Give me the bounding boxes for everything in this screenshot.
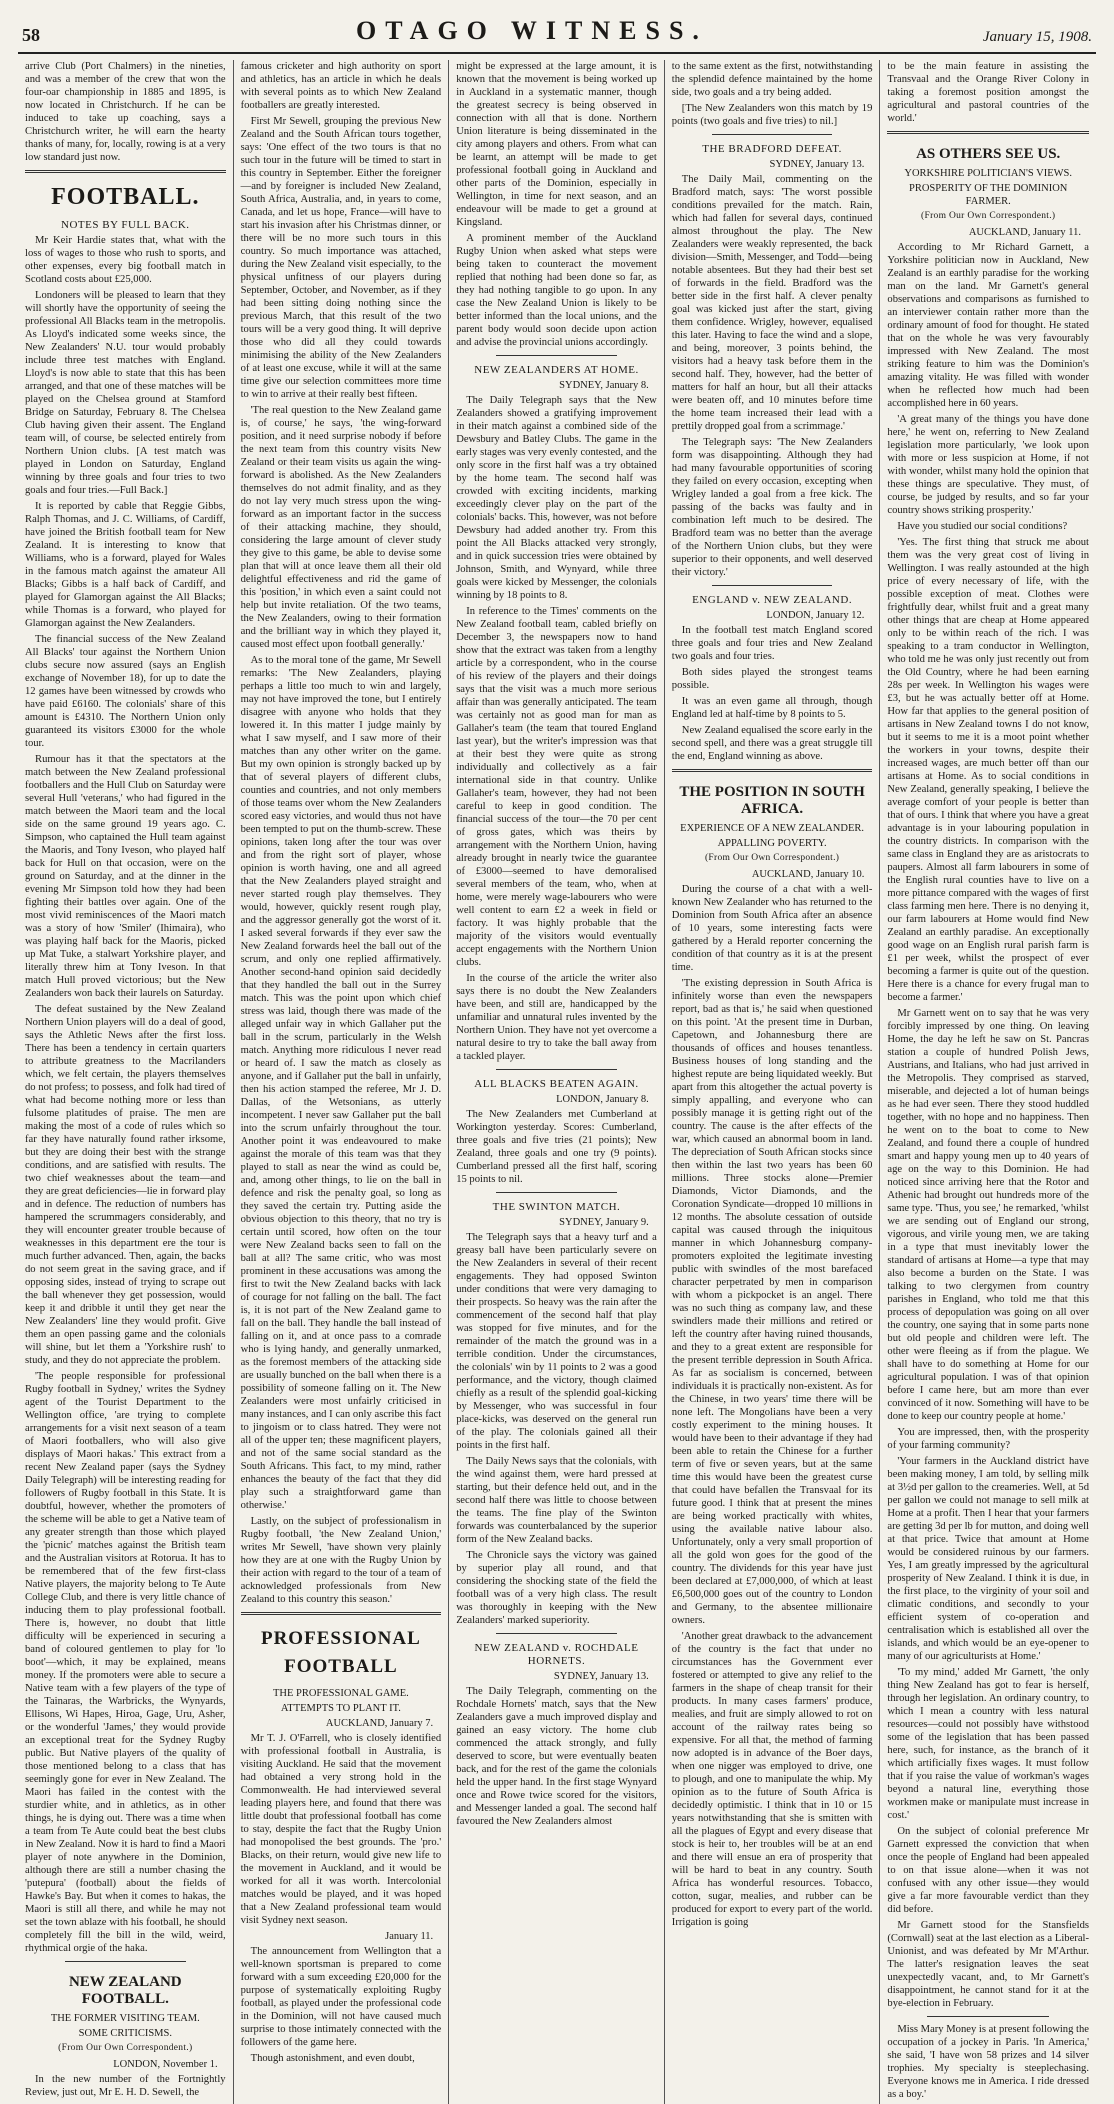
paragraph: According to Mr Richard Garnett, a Yorkshire politician now in Auckland, New Zealand is an earthly paradise for the working man on the land. Mr Garnett's general observations and comparisons as furnished to an interviewer contain rather more than the ordinary amount of food for thought. He stated that on the whole he was very favourably impressed with New Zealand. The most striking feature to him was the Dominion's amazing vitality. He was filled with wonder when he reflected how much had been accomplished here in 60 years. bbox=[887, 242, 1089, 409]
dateline: LONDON, January 12. bbox=[766, 610, 865, 621]
paragraph: The Chronicle says the victory was gained by superior play all round, and that considering the shocking state of the field the football was of a very high class. The result was thoroughly in keeping with the New Zealanders' marked superiority. bbox=[456, 1550, 657, 1626]
paragraph: 'The people responsible for professional Rugby football in Sydney,' writes the Sydney agent of the Tourist Department to the Wellington office, 'are trying to complete arrangements for a visit next season of a team of Maori footballers, who will also give displays of Maori hakas.' This extract from a recent New Zealand paper (says the Sydney Daily Telegraph) will be interesting reading for followers of Rugby football in this State. It is doubtful, however, whether the promoters of the scheme will be able to get a Native team of any greater strength than those which played the 'picnic' matches against the British team and the Australian visitors at Rotorua. It has to be remembered that of the few first-class Native players, the majority belong to Te Aute College Club, and there is very little chance of inducing them to play professional football. There is, however, no doubt that little difficulty will be experienced in securing a band of coloured gentlemen to play for 'lo boot'—which, it may be explained, means money. If the promoters were able to secure a Native team with a few players of the type of the Tainaras, the Warbricks, the Wynyards, Ellisons, Wi Hapes, Hiroa, Gage, Uru, Asher, or the wonderful 'James,' they would provide an exceptional treat for the Sydney Rugby public. But Native players of the quality of those mentioned belong to a class that has seemingly gone for ever in New Zealand. The Maori has failed in the contest with the sturdier white, and in athletics, as in other things, he is dying out. There was a time when a team from Te Aute could beat the best clubs in New Zealand. Now it is hard to find a Maori player of note anywhere in the Dominion, although there are still a number chasing the 'putepura' (football) about the fields of Hawke's Bay. But when it comes to hakas, the Maori is still all there, and while he may not set the town ablaze with his football, he should completely fill the bill in the wild, weird, rhythmical orgie of the haka. bbox=[25, 1371, 226, 1954]
paragraph: 'The existing depression in South Africa is infinitely worse than even the newspapers report, bad as that is,' he said when questioned on this point. 'At the present time in Durban, Capetown, and Johannesburg there are thousands of offices and houses tenantless. Business houses of long standing and the highest repute are being liquidated weekly. But apart from this altogether the actual poverty is simply appalling, and everyone who can possibly manage it is getting right out of the country. The cause is the after effects of the war, which caused an abnormal boom in land. The depreciation of South African stocks since then within the last two years has been 60 millions. Three stocks alone—Premier Diamonds, Victor Diamonds, and the Coronation Syndicate—dropped 10 millions in 12 months. The absolute cessation of outside capital was caused through the iniquitous manner in which Johannesburg company-promoters exploited the legitimate investing public with swindles of the most barefaced character perpetrated by men in comparison with whom a pickpocket is an angel. There was no such thing as company law, and these swindlers made their millions and retired or left the country after having ruined thousands, and they to a great extent are responsible for the present terrible depression in South Africa. As far as socialism is concerned, between individuals it is practically non-existent. As for the Chinese, in two years' time there will be none left. The Mongolians have been a very costly experiment to the mining houses. It would have been to their advantage if they had been able to retain the Chinese for a further term of five or seven years, but at the same time this would have been the greatest curse that could have befallen the Transvaal for its future good. I think that at present the mines are being worked practically with whites, using the available native labour also. Unfortunately, only a very small proportion of all the gold won goes for the good of the country. The dividends for this year have just been declared at £7,000,000, of which at least £6,500,000 goes out of the country to London and Germany, to the absentee millionaire owners. bbox=[671, 978, 873, 1626]
paragraph: The Daily Mail, commenting on the Bradford match, says: 'The worst possible conditions prevailed for the match. Rain, which had fallen for several days, continued almost throughout the play. The New Zealanders were weakly represented, the back division—Smith, Messenger, and Todd—being notable absentees. But they had their best set of forwards in the field. Bradford was the better side in the first half. A clever penalty goal was kicked just after the start, giving them confidence. Wrigley, however, equalised this later. Having to face the wind and a slope, and being, moreover, 3 points behind, the visitors had a heavy task before them in the second half. They, however, had the better of matters for half an hour, but all their attacks were beaten off, and 10 minutes before time the home team increased their lead with a prettily dropped goal from a scrimmage.' bbox=[671, 174, 873, 432]
paragraph: Both sides played the strongest teams possible. bbox=[671, 667, 873, 691]
article-subtitle: PROSPERITY OF THE DOMINION FARMER. bbox=[909, 183, 1068, 207]
divider bbox=[672, 769, 873, 772]
article-source: (From Our Own Correspondent.) bbox=[704, 853, 840, 863]
article-title: THE SWINTON MATCH. bbox=[492, 1201, 621, 1213]
paragraph: famous cricketer and high authority on sport and athletics, has an article in which he deals with several points as to which New Zealand footballers are greatly interested. bbox=[240, 61, 442, 111]
paragraph: 'To my mind,' added Mr Garnett, 'the only thing New Zealand has got to fear is herself, through her legislation. An ordinary country, to which I mean a country with less natural resources—could not possibly have withstood some of the legislation that has been passed here, such, for instance, as the branch of it which artificially fixes wages. It must follow that if you raise the value of workman's wages beyond a natural line, everything those workmen make or manipulate must increase in cost.' bbox=[887, 1667, 1089, 1821]
article-title: NEW ZEALANDERS AT HOME. bbox=[474, 364, 639, 376]
issue-date: January 15, 1908. bbox=[982, 29, 1092, 45]
newspaper-title: OTAGO WITNESS. bbox=[356, 16, 708, 45]
divider bbox=[496, 1192, 617, 1193]
paragraph: Rumour has it that the spectators at the match between the New Zealand professional footballers and the Hull Club on Saturday were several Hull 'veterans,' who had figured in the match between the Maori team and the local side on the same ground 19 years ago. C. Simpson, who captained the Hull team against the Maoris, and Tony Iveson, who played half back for Hull on that occasion, were on the ground on Saturday, and at the dinner in the evening Mr Simpson told how they had been fighting their battles over again. One of the most vivid reminiscences of the Maori match was a story of how 'Smiler' (Ihimaira), who was playing half back for the Maoris, picked up Mat Tuke, a stalwart Yorkshire player, and literally threw him at Tony Iveson. In that match Hull proved victorious; but the New Zealanders won back their laurels on Saturday. bbox=[25, 754, 226, 999]
paragraph: might be expressed at the large amount, it is known that the movement is being worked up in Auckland in a systematic manner, though the greatest secrecy is being observed in connection with all that is done. Northern Union literature is being disseminated in the city among players and others. From what can be learnt, an attempt will be made to get professional football going in Auckland and other parts of the Dominion, especially in Wellington, in time for next season, and an endeavour will be made to get a ground at Kingsland. bbox=[456, 61, 657, 228]
paragraph: 'Your farmers in the Auckland district have been making money, I am told, by selling milk at 3½d per gallon to the creameries. Well, at 5d per gallon we could not manage to sell milk at Home at a profit. Then I hear that your farmers are getting 3d per lb for mutton, and doing well at that price. Twice that amount at Home would be considered ruinous by our farmers. Yes, I am greatly impressed by the agricultural prosperity of New Zealand. I think it is due, in the first place, to the virginity of your soil and climatic conditions, and secondly to your efficient system of co-operation and centralisation which is established all over the islands, and which would be an eye-opener to many of our agriculturists at Home.' bbox=[887, 1456, 1089, 1662]
page-number: 58 bbox=[22, 25, 40, 45]
dateline: SYDNEY, January 9. bbox=[559, 1217, 649, 1228]
article-subtitle: THE PROFESSIONAL GAME. bbox=[272, 1688, 409, 1699]
divider bbox=[241, 1612, 442, 1615]
dateline: LONDON, November 1. bbox=[113, 2059, 218, 2070]
divider bbox=[25, 170, 226, 173]
paragraph: During the course of a chat with a well-known New Zealander who has returned to the Dominion from South Africa after an absence of 10 years, some interesting facts were gathered by a Herald reporter concerning the condition of that country as it is at the present time. bbox=[671, 884, 873, 973]
divider bbox=[712, 134, 833, 135]
paragraph: In the course of the article the writer also says there is no doubt the New Zealanders have been, and still are, handicapped by the unfamiliar and unnatural rules invented by the Northern Union. They have not yet overcome a natural desire to try to take the ball away from a tackled player. bbox=[456, 973, 657, 1062]
article-subtitle: YORKSHIRE POLITICIAN'S VIEWS. bbox=[904, 168, 1073, 179]
paragraph: Lastly, on the subject of professionalism in Rugby football, 'the New Zealand Union,' writes Mr Sewell, 'have shown very plainly how they are at one with the Rugby Union by their action with regard to the tour of a team of acknowledged professionals from New Zealand to this country this season.' bbox=[240, 1516, 442, 1605]
divider bbox=[65, 1961, 186, 1962]
paragraph: [The New Zealanders won this match by 19 points (two goals and five tries) to nil.] bbox=[671, 103, 873, 127]
paragraph: The Telegraph says that a heavy turf and a greasy ball have been particularly severe on the New Zealanders in several of their recent engagements. They had opposed Swinton under conditions that were very damaging to their prospects. So heavy was the rain after the commencement of the second half that play was stopped for five minutes, and for the remainder of the match the ground was in a terrible condition. Under the circumstances, the colonials' win by 11 points to 2 was a good performance, and the victory, though claimed chiefly as a result of the splendid goal-kicking by Messenger, who was successful in four place-kicks, was deserved on the general run of the play. The colonials gained all their points in the first half. bbox=[456, 1232, 657, 1451]
paragraph: It is reported by cable that Reggie Gibbs, Ralph Thomas, and J. C. Williams, of Cardiff, have joined the British football team for New Zealand. It is interesting to know that Williams, who is a forward, played for Wales in the famous match against the amateur All Blacks; Gibbs is a half back of Cardiff, and played for Glamorgan against the All Blacks; while Thomas is a forward, who played for Glamorgan against the New Zealanders. bbox=[25, 501, 226, 629]
paragraph: Mr T. J. O'Farrell, who is closely identified with professional football in Australia, is visiting Auckland. He said that the movement had obtained a very strong hold in the Commonwealth. He had interviewed several leading players here, and found that there was little doubt that professional football has come to stay, despite the fact that the Rugby Union had monopolised the best grounds. The 'pro.' Blacks, on their return, would give new life to the movement in Auckland, and it would be worked for all it was worth. Intercolonial matches would be played, and it was hoped that a New Zealand professional team would visit Sydney next season. bbox=[240, 1733, 442, 1926]
paragraph: 'The real question to the New Zealand game is, of course,' he says, 'the wing-forward position, and it need surprise nobody if before the next team from this country visits New Zealand or their team visits us again the wing-forward is abolished. As the New Zealanders themselves do not admit finality, and as they do not lay very much stress upon the wing-forward as an important factor in the success of their attacking machine, they should, considering the large amount of clever study they give to this game, be able to devise some plan that will at once leave them all their old delightful effectiveness and rid the game of this 'position,' in which even a saint could not help but invite retaliation. Of the two teams, the New Zealanders, owing to their formation and the brilliant way in which they played it, caused most effect upon football generally.' bbox=[240, 405, 442, 650]
dateline: January 11. bbox=[385, 1931, 434, 1942]
section-title-football: FOOTBALL. bbox=[51, 184, 200, 210]
paragraph: First Mr Sewell, grouping the previous New Zealand and the South African tours together, says: 'One effect of the two tours is that no such tour in the future will be timed to start in this country in September. Either the foreigner—and by foreigner is included New Zealand, South Africa, Australia, and, in years to come, Canada, and let us hope, France—will have to start his invasion after his Christmas dinner, or there will be no more such tours in this country. So much importance was attached, during the New Zealand visit especially, to the physical unfitness of our players during September, October, and November, as if they had been sitting doing nothing since the previous March, that this result of the two tours will be a very good thing. It will deprive those who did all they could towards minimising the ability of the New Zealanders of at least one excuse, while it will at the same time give our selection committees more time to win to arrive at their really best fifteen. bbox=[240, 116, 442, 400]
paragraph: The Daily Telegraph, commenting on the Rochdale Hornets' match, says that the New Zealanders gave a much improved display and gained an easy victory. The home club commenced the attack strongly, and fully deserved to score, but were eventually beaten back, and for the rest of the game the colonials held the upper hand. In the first stage Wynyard once and Rowe twice scored for the visitors, and Messenger landed a goal. The second half favoured the New Zealanders almost bbox=[456, 1686, 657, 1827]
paragraph: to be the main feature in assisting the Transvaal and the Orange River Colony in taking a foremost position amongst the agricultural and pastoral countries of the world.' bbox=[887, 61, 1089, 124]
paragraph: Though astonishment, and even doubt, bbox=[250, 2053, 415, 2064]
article-subtitle: EXPERIENCE OF A NEW ZEALANDER. bbox=[680, 823, 865, 834]
dateline: AUCKLAND, January 11. bbox=[968, 227, 1081, 238]
column-4 bbox=[665, 60, 881, 2104]
article-title: NOTES BY FULL BACK. bbox=[61, 219, 190, 231]
paragraph: arrive Club (Port Chalmers) in the nineties, and was a member of the crew that won the four-oar championship in 1885 and 1895, is now located in Christchurch. If he can be induced to take up coaching, says a Christchurch writer, he will earn the hearty thanks of many, for, locally, rowing is at a very low standard just now. bbox=[25, 61, 226, 163]
dateline: AUCKLAND, January 7. bbox=[325, 1718, 434, 1729]
paragraph: The financial success of the New Zealand All Blacks' tour against the Northern Union clubs secure now assured (says an English exchange of November 18), for up to date the 12 games have been witnessed by crowds who have paid £6160. The colonials' share of this amount is £4310. The Northern Union only guaranteed its visitors £3000 for the whole tour. bbox=[25, 634, 226, 749]
divider bbox=[496, 1069, 617, 1070]
paragraph: 'Another great drawback to the advancement of the country is the fact that under no circumstances has the Government ever fostered or attempted to give any relief to the farmers in the shape of cheap transit for their products. In many cases farmers' produce, mealies, and fruit are simply allowed to rot on account of the railway rates being so expensive. For all that, the method of farming now adopted is in advance of the Boer days, when one nigger was employed to drive, one to plough, and one to manipulate the whip. My opinion as to the future of South Africa is decidedly optimistic. I think that in 10 or 15 years notwithstanding that she is smitten with all the plagues of Egypt and every disease that stock is heir to, her troubles will be at an end and there will ensue an era of prosperity that will be hard to beat in any country. South Africa has wonderful resources. Tobacco, cotton, sugar, mealies, and rubber can be produced for export to every part of the world. Irrigation is going bbox=[671, 1631, 873, 1928]
columns bbox=[18, 60, 1096, 2100]
paragraph: 'Yes. The first thing that struck me about them was the very great cost of living in Wellington. I was really astounded at the high price of every necessary of life, with the possible exception of meat. Clothes were frightfully dear, whilst fruit and a great many other things that are cheap at Home appeared only to be within reach of the rich. I was speaking to a tram conductor in Wellington, who told me he was only just recently out from the Old Country, where he had been earning 28s per week. In Wellington his wages were £3, but he was actually better off at Home. How far that applies to the general position of artisans in New Zealand towns I do not know, but it seems to me it is a moot point whether the workers in your towns, despite their increased wages, are much better off than our artisans at Home. As to social conditions in New Zealand, generally speaking, I believe the average comfort of your people is better than that of ours. I think that where you have a great advantage is in your labouring population in the country districts. In comparison with the same class in England they are as aristocrats to paupers. Almost all farm labourers in some of the English rural counties have to live on a more pittance compared with the wages of first class farming men here. There is no denying it, our farm labourers at Home would find New Zealand an earthly paradise. An exceptionally good wage on an English rural parish farm is £1 per week, whilst the prospect of ever becoming a farmer is quite out of the question. Here there is a chance for every frugal man to become a farmer.' bbox=[887, 537, 1089, 1003]
paragraph: It was an even game all through, though England led at half-time by 8 points to 5. bbox=[671, 696, 873, 720]
divider bbox=[887, 131, 1089, 134]
article-source: (From Our Own Correspondent.) bbox=[921, 211, 1056, 221]
article-title: NEW ZEALAND v. ROCHDALE HORNETS. bbox=[474, 1642, 639, 1667]
paragraph: A prominent member of the Auckland Rugby Union when asked what steps were being taken to counteract the movement replied that nothing had been done so far, as they had nothing tangible to go upon. In any case the New Zealand Union is likely to be better informed than the local unions, and the parent body would soon decide upon action and advise the provincial unions accordingly. bbox=[456, 233, 657, 348]
dateline: SYDNEY, January 13. bbox=[553, 1671, 649, 1682]
column-5 bbox=[880, 60, 1096, 2104]
paragraph: The announcement from Wellington that a well-known sportsman is prepared to come forward with a sum exceeding £20,000 for the purpose of systematically exploiting Rugby football, as played under the professional code in the Dominion, will not have caused much surprise to those intimately connected with the followers of the game here. bbox=[240, 1946, 442, 2048]
paragraph: Miss Mary Money is at present following the occupation of a jockey in Paris. 'In America,' she said, 'I have won 58 prizes and 14 silver trophies. My specialty is steeplechasing. Everyone knows me in America. I ride dressed as a boy.' bbox=[887, 2024, 1089, 2100]
divider bbox=[496, 355, 617, 356]
column-3 bbox=[449, 60, 665, 2104]
paragraph: In the new number of the Fortnightly Review, just out, Mr E. H. D. Sewell, the bbox=[25, 2074, 226, 2098]
article-title: ALL BLACKS BEATEN AGAIN. bbox=[474, 1078, 639, 1090]
paragraph: to the same extent as the first, notwithstanding the splendid defence maintained by the home side, two goals and a try being added. bbox=[671, 61, 873, 98]
column-2 bbox=[234, 60, 450, 2104]
masthead bbox=[18, 0, 1096, 54]
dateline: SYDNEY, January 13. bbox=[769, 159, 865, 170]
dateline: LONDON, January 8. bbox=[556, 1094, 649, 1105]
article-subtitle: THE FORMER VISITING TEAM. bbox=[50, 2013, 200, 2024]
paragraph: The New Zealanders met Cumberland at Workington yesterday. Scores: Cumberland, three goals and five tries (21 points); New Zealand, three goals and one try (9 points). Cumberland pressed all the first half, scoring 15 points to nil. bbox=[456, 1109, 657, 1185]
section-title-as-others-see-us: AS OTHERS SEE US. bbox=[916, 146, 1061, 162]
paragraph: Mr Keir Hardie states that, what with the loss of wages to those who rush to sports, and other expenses, every big football match in Scotland costs about £25,000. bbox=[25, 235, 226, 285]
section-title-south-africa: THE POSITION IN SOUTH AFRICA. bbox=[679, 784, 865, 817]
article-subtitle: APPALLING POVERTY. bbox=[717, 838, 827, 849]
paragraph: Mr Garnett stood for the Stansfields (Cornwall) seat at the last election as a Liberal-Unionist, and was defeated by Mr M'Arthur. The latter's resignation leaves the seat unexpectedly vacant, and, to Mr Garnett's disappointment, he cannot stand for it at the bye-election in February. bbox=[887, 1920, 1089, 2009]
section-title-professional-football: PROFESSIONAL FOOTBALL bbox=[260, 1628, 421, 1677]
paragraph: On the subject of colonial preference Mr Garnett expressed the conviction that when once the people of England had been appealed to on that issue alone—when it was not confused with any other issue—they would give a far more favourable verdict than they did before. bbox=[887, 1826, 1089, 1915]
paragraph: New Zealand equalised the score early in the second spell, and there was a great struggle till the end, England winning as above. bbox=[671, 725, 873, 762]
paragraph: In the football test match England scored three goals and four tries and New Zealand two goals and four tries. bbox=[671, 625, 873, 662]
paragraph: Have you studied our social conditions? bbox=[897, 521, 1068, 532]
article-source: (From Our Own Correspondent.) bbox=[58, 2043, 193, 2053]
paragraph: As to the moral tone of the game, Mr Sewell remarks: 'The New Zealanders, playing perhaps a little too much to win and largely, may not have improved the tone, but I entirely disagree with anyone who holds that they lowered it. In this matter I judge mainly by what I saw myself, and I saw more of their matches than any other writer on the game. But my own opinion is strongly backed up by that of several players of different clubs, counties and countries, and not only members of those teams over whom the New Zealanders scored easy victories, and would thus not have been tempted to put on the thumb-screw. These opinions, taken long after the tour was over and from the right sort of player, whose opinion is worth having, one and all agreed that the New Zealanders played straight and never started rough play themselves. They would, however, quickly resent rough play, and the aggressor generally got the worst of it. I asked several forwards if they ever saw the New Zealand forwards heel the ball out of the scrum, and only one replied affirmatively. Another second-hand opinion said decidedly that they handled the ball out in the Surrey match. This was the point upon which chief stress was laid, though there was made of the alleged unfair way in which Gallaher put the ball in the scrum, particularly in the Welsh match. Anything more ridiculous I never read or heard of. I saw the match as closely as anyone, and if Gallaher put the ball in unfairly, then his action stamped the referee, Mr J. D. Dallas, of the Wetsonians, as utterly incompetent. I never saw Gallaher put the ball into the scrum unfairly throughout the tour. Another point it was endeavoured to make against the morale of this team was that they played to stall as near the wind as could be, and, among other things, to lie on the ball in defence and risk the penalty goal, so long as they saved the certain try. Putting aside the obvious objection to this theory, that no try is certain until scored, how often on the tour were New Zealand backs seen to fall on the ball at all? The same critic, who was most prominent in these accusations was among the first to twit the New Zealand backs with lack of courage for not falling on the ball. The fact is, it is not part of the New Zealand game to fall on the ball. They handle the ball instead of falling on it, and at once pass to a comrade who is lying handy, and generally unmarked, as the foremost members of the attacking side are usually bunched on the ball when there is a possibility of someone falling on it. The New Zealanders were most unfairly criticised in many instances, and I can only ascribe this fact to jingoism or to class hatred. They were not all of the upper ten; these magnificent players, and not of the same social standard as the South Africans. This fact, to my mind, rather enhances the beauty of the fact that they did play such a straightforward game than otherwise.' bbox=[240, 655, 442, 1511]
article-title: NEW ZEALAND FOOTBALL. bbox=[68, 1974, 182, 2007]
dateline: AUCKLAND, January 10. bbox=[751, 869, 865, 880]
paragraph: The defeat sustained by the New Zealand Northern Union players will do a deal of good, says the Athletic News after the first loss. There has been a tendency in certain quarters to attribute greatness to the Macrilanders which, we felt certain, the players themselves do not profess; to possess, and folk had tired of what had become nothing more or less than fulsome platitudes of praise. The men are making the most of a code of rules which so far they have naturally found rather irksome, but they are doing their best with the strange conditions, and are satisfied with results. The two chief weaknesses about the team—and they are great deficiencies—lie in forward play and in defence. The reduction of numbers has hampered the scrummagers considerably, and they will encounter greater trouble because of weaknesses in this department ere the tour is much further advanced. Then, again, the backs do not seem great in the saving grace, and if opposing sides, instead of trying to scrape out the ball whenever they get possession, would keep it and dribble it until they get near the New Zealanders' line they would profit. Give them an open passing game and the colonials will shine, but let them a 'Yorkshire rush' to study, and they do not appreciate the problem. bbox=[25, 1004, 226, 1366]
paragraph: The Daily News says that the colonials, with the wind against them, were hard pressed at starting, but their defence held out, and in the second half there was little to choose between the teams. The fine play of the Swinton forwards was counterbalanced by the superior form of the New Zealand backs. bbox=[456, 1456, 657, 1545]
dateline: SYDNEY, January 8. bbox=[559, 380, 649, 391]
article-subtitle: SOME CRITICISMS. bbox=[78, 2028, 172, 2039]
article-title: THE BRADFORD DEFEAT. bbox=[702, 143, 842, 155]
article-title: ENGLAND v. NEW ZEALAND. bbox=[692, 594, 853, 606]
paragraph: You are impressed, then, with the prosperity of your farming community? bbox=[887, 1427, 1089, 1451]
paragraph: The Daily Telegraph says that the New Zealanders showed a gratifying improvement in their match against a combined side of the Dewsbury and Batley Clubs. The game in the early stages was very evenly contested, and the only score in the first half was a try obtained by the home team. The second half was crowded with exciting incidents, marking exceedingly clever play on the part of the colonials' backs. This, however, was not before Dewsbury had added another try. From this point the All Blacks attacked very strongly, and in quick succession tries were obtained by Johnson, Smith, and Wynyard, while three goals were kicked by Messenger, the colonials winning by 18 points to 8. bbox=[456, 395, 657, 601]
paragraph: 'A great many of the things you have done here,' he went on, referring to New Zealand legislation more particularly, 'we look upon with more or less suspicion at Home, if not with wonder, whilst many hold the opinion that these things are speculative. They must, of course, be judged by results, and so far your country shows striking prosperity.' bbox=[887, 414, 1089, 516]
column-1 bbox=[18, 60, 234, 2104]
paragraph: In reference to the Times' comments on the New Zealand football team, cabled briefly on December 3, the newspapers now to hand show that the extract was taken from a lengthy article by a correspondent, who in the course of his review of the players and their doings says that the visit was a much more serious affair than was generally anticipated. The team was certainly not as good man for man as Gallaher's team (the team that toured England last year), but the writer's impression was that at their best they were quite as strong individually and collectively as a fair international side in that country. Unlike Gallaher's team, however, they had not been careful to keep in good condition. The financial success of the tour—the 70 per cent of gross gates, which was theirs by arrangement with the Northern Union, having already brought in nearly twice the guarantee of £3000—seemed to have demoralised several members of the team, who, when at home, were merely wage-labourers who were well content to earn £2 a week in field or factory. It was highly probable that the majority of the visitors would eventually accept engagements with the Northern Union clubs. bbox=[456, 606, 657, 968]
divider bbox=[712, 585, 833, 586]
paragraph: Londoners will be pleased to learn that they will shortly have the opportunity of seeing the professional All Blacks team in the metropolis. As Lloyd's indicated some weeks since, the New Zealanders' N.U. tour would probably include three test matches with England. Lloyd's is now able to state that this has been arranged, and that one of these matches will be played on the Chelsea ground at Stamford Bridge on Saturday, February 8. The Chelsea Club having given their assent. The England team will, of course, be selected entirely from Northern Union clubs. [A test match was played in London on Saturday, England winning by three goals and four tries to two goals and four tries.—Full Back.] bbox=[25, 290, 226, 496]
divider bbox=[496, 1633, 617, 1634]
paragraph: Mr Garnett went on to say that he was very forcibly impressed by one thing. On leaving Home, the day he left he saw on St. Pancras station a couple of hundred Polish Jews, Austrians, and Italians, who had just arrived in the Metropolis. They comprised as starved, miserable, and dejected a lot of human beings as he had ever seen. There they stood huddled together, with no hope and no happiness. Then he went on to the boat to come to New Zealand, and found there a couple of hundred smart and happy young men up to 40 years of age on the way to this Dominion. He had noticed since arriving here that the Rotor and Athenic had brought out hundreds more of the same type. 'Thus, you see,' he remarked, 'whilst we are sending out of England our strong, vigorous, and virile young men, we are taking in a type that must inevitably lower the standard of artisans at Home—a type that may also become a burden on the State. I was talking to two clergymen from country parishes in England, who told me that this process of depopulation was going on all over the country, one saying that in some parts none but old people and children were left. The other were fleeing as if from the plague. We shall have to do something at Home for our agricultural population. I was of that opinion before I came here, but am more than ever convinced of it now. Something will have to be done to keep our country people at home.' bbox=[887, 1008, 1089, 1422]
article-subtitle: ATTEMPTS TO PLANT IT. bbox=[280, 1703, 401, 1714]
divider bbox=[927, 2016, 1049, 2017]
paragraph: The Telegraph says: 'The New Zealanders form was disappointing. Although they had had many favourable opportunities of scoring they failed on every occasion, excepting when Wrigley landed a goal from a free kick. The passing of the backs was faulty and in combination left much to be desired. The Bradford team was no better than the average of the Northern Union clubs, but they were superior to their opponents, and well deserved their victory.' bbox=[671, 437, 873, 578]
